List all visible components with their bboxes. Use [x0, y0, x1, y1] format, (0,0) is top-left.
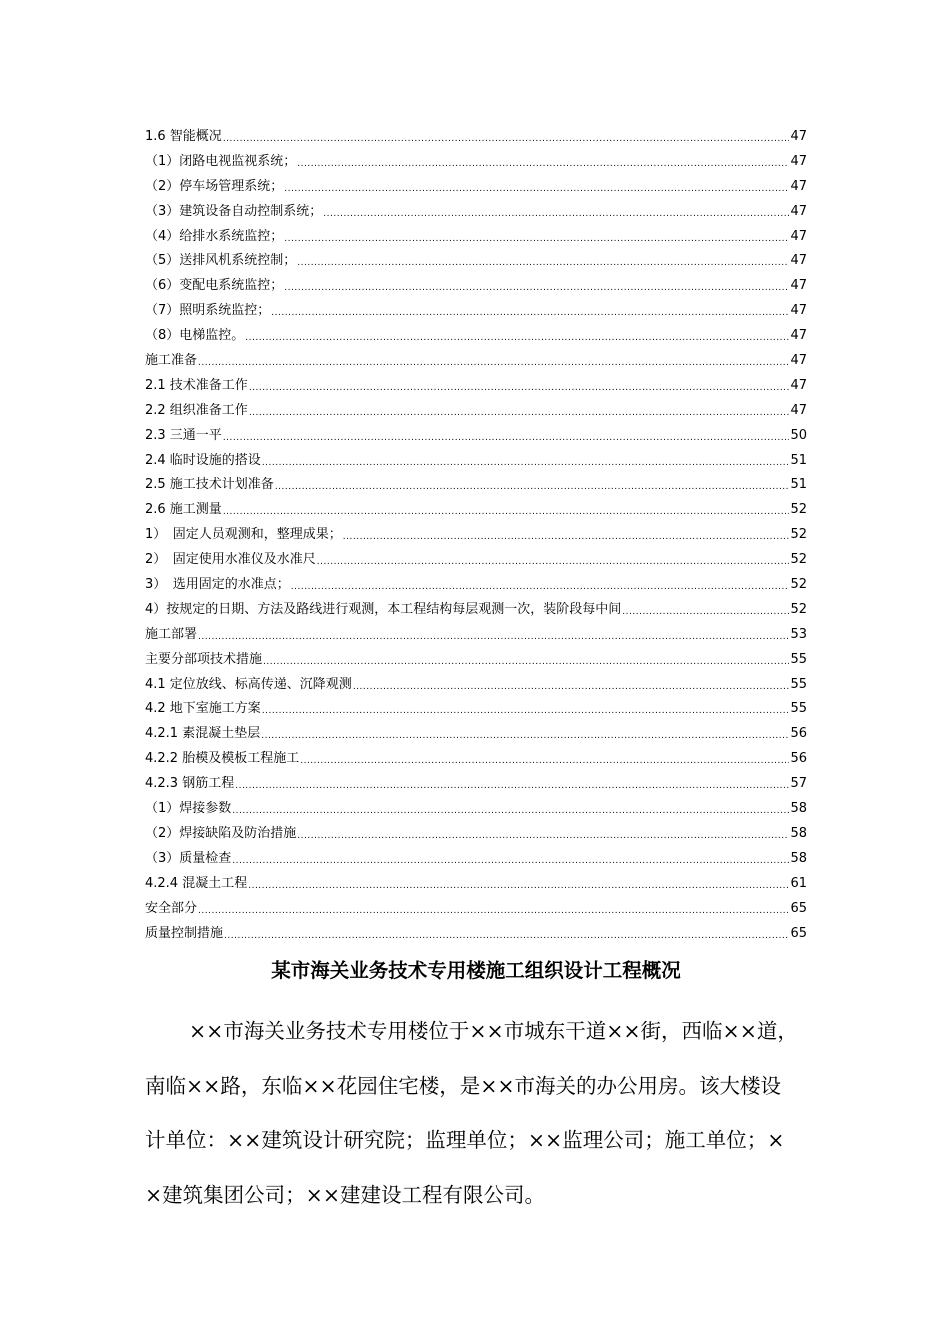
toc-entry-label: 1） 固定人员观测和，整理成果；	[145, 527, 342, 543]
toc-entry[interactable]	[145, 897, 807, 922]
toc-page-number: 47	[790, 353, 807, 369]
toc-entry[interactable]	[145, 274, 807, 299]
toc-entry-label: 2.6 施工测量	[145, 502, 222, 518]
toc-page-number: 56	[790, 751, 807, 767]
toc-entry-label: 施工部署	[145, 626, 198, 642]
toc-entry[interactable]	[145, 598, 807, 623]
toc-entry-label: 4）按规定的日期、方法及路线进行观测，本工程结构每层观测一次，装阶段每中间	[145, 601, 622, 617]
toc-entry[interactable]	[145, 150, 807, 175]
toc-leader-dots	[232, 847, 789, 872]
toc-leader-dots	[263, 648, 789, 673]
toc-entry-label: （7）照明系统监控；	[145, 303, 271, 319]
toc-entry[interactable]	[145, 548, 807, 573]
toc-page-number: 58	[790, 801, 807, 817]
toc-page-number: 58	[790, 825, 807, 841]
toc-entry[interactable]	[145, 872, 807, 897]
toc-entry[interactable]	[145, 175, 807, 200]
toc-leader-dots	[248, 872, 789, 897]
toc-entry-label: （8）电梯监控。	[145, 328, 245, 344]
toc-page-number: 55	[790, 651, 807, 667]
toc-entry-label: （1）焊接参数	[145, 801, 232, 817]
toc-entry-label: 2.3 三通一平	[145, 427, 222, 443]
toc-leader-dots	[235, 772, 789, 797]
toc-entry-label: 2） 固定使用水准仪及水准尺	[145, 552, 316, 568]
toc-entry[interactable]	[145, 573, 807, 598]
toc-leader-dots	[297, 249, 789, 274]
toc-leader-dots	[223, 125, 790, 150]
toc-page-number: 52	[790, 577, 807, 593]
toc-entry[interactable]	[145, 449, 807, 474]
toc-leader-dots	[284, 175, 789, 200]
paragraph-line: ××市海关业务技术专用楼位于××市城东干道××街，西临××道，	[189, 1019, 798, 1043]
toc-entry[interactable]	[145, 424, 807, 449]
toc-entry[interactable]	[145, 673, 807, 698]
toc-entry[interactable]	[145, 473, 807, 498]
toc-leader-dots	[323, 200, 789, 225]
toc-entry-label: （2）停车场管理系统；	[145, 178, 284, 194]
toc-leader-dots	[198, 623, 789, 648]
toc-entry-label: （1）闭路电视监视系统；	[145, 153, 297, 169]
toc-entry-label: 4.2.3 钢筋工程	[145, 776, 235, 792]
toc-page-number: 61	[790, 875, 807, 891]
toc-entry[interactable]	[145, 648, 807, 673]
paragraph-line: 计单位：××建筑设计研究院；监理单位；××监理公司；施工单位；×	[145, 1128, 785, 1152]
toc-entry[interactable]	[145, 399, 807, 424]
toc-entry-label: （5）送排风机系统控制；	[145, 253, 297, 269]
toc-entry[interactable]	[145, 349, 807, 374]
toc-page-number: 51	[790, 477, 807, 493]
paragraph-line: ×建筑集团公司；××建建设工程有限公司。	[145, 1182, 546, 1207]
toc-leader-dots	[198, 349, 789, 374]
toc-entry[interactable]	[145, 722, 807, 747]
paragraph-line: 南临××路，东临××花园住宅楼，是××市海关的办公用房。该大楼设	[145, 1073, 782, 1098]
toc-entry[interactable]	[145, 847, 807, 872]
toc-leader-dots	[284, 225, 789, 250]
toc-entry-label: （3）质量检查	[145, 850, 232, 866]
toc-page-number: 47	[790, 402, 807, 418]
toc-page-number: 47	[790, 253, 807, 269]
toc-page-number: 52	[790, 552, 807, 568]
toc-page-number: 53	[790, 626, 807, 642]
toc-entry[interactable]	[145, 523, 807, 548]
toc-page-number: 55	[790, 701, 807, 717]
toc-page-number: 57	[790, 776, 807, 792]
toc-entry-label: 2.5 施工技术计划准备	[145, 477, 274, 493]
toc-entry[interactable]	[145, 225, 807, 250]
toc-leader-dots	[249, 399, 790, 424]
toc-page-number: 47	[790, 303, 807, 319]
toc-entry-label: 4.2.1 素混凝土垫层	[145, 726, 261, 742]
toc-page-number: 47	[790, 203, 807, 219]
toc-page-number: 55	[790, 676, 807, 692]
document-title: 某市海关业务技术专用楼施工组织设计工程概况	[271, 959, 681, 982]
toc-entry[interactable]	[145, 623, 807, 648]
toc-entry[interactable]	[145, 200, 807, 225]
toc-entry-label: 1.6 智能概况	[145, 129, 222, 144]
table-of-contents	[145, 125, 807, 946]
toc-page-number: 47	[790, 129, 807, 144]
toc-entry[interactable]	[145, 299, 807, 324]
toc-entry-label: 4.2 地下室施工方案	[145, 701, 261, 717]
toc-entry-label: 质量控制措施	[145, 925, 224, 941]
toc-entry-label: 3） 选用固定的水准点；	[145, 577, 290, 593]
toc-entry[interactable]	[145, 374, 807, 399]
toc-leader-dots	[300, 747, 789, 772]
toc-leader-dots	[291, 573, 790, 598]
toc-page-number: 52	[790, 527, 807, 543]
toc-leader-dots	[622, 598, 789, 623]
toc-leader-dots	[343, 523, 790, 548]
toc-leader-dots	[353, 673, 790, 698]
toc-page-number: 47	[790, 328, 807, 344]
toc-leader-dots	[223, 424, 790, 449]
toc-entry-label: （6）变配电系统监控；	[145, 278, 284, 294]
toc-entry-label: 2.4 临时设施的搭设	[145, 452, 261, 468]
toc-entry-label: （3）建筑设备自动控制系统；	[145, 203, 323, 219]
toc-page-number: 51	[790, 452, 807, 468]
toc-leader-dots	[271, 299, 789, 324]
toc-entry-label: （4）给排水系统监控；	[145, 228, 284, 244]
toc-leader-dots	[198, 897, 789, 922]
toc-leader-dots	[245, 324, 789, 349]
toc-page-number: 65	[790, 925, 807, 941]
toc-leader-dots	[317, 548, 790, 573]
toc-page-number: 52	[790, 502, 807, 518]
toc-entry-label: 2.1 技术准备工作	[145, 377, 248, 393]
toc-leader-dots	[297, 150, 789, 175]
toc-entry[interactable]	[145, 772, 807, 797]
toc-leader-dots	[284, 274, 789, 299]
toc-page-number: 52	[790, 601, 807, 617]
toc-entry[interactable]	[145, 822, 807, 847]
toc-entry-label: 安全部分	[145, 900, 198, 916]
toc-leader-dots	[224, 922, 789, 947]
toc-page-number: 47	[790, 178, 807, 194]
toc-leader-dots	[261, 722, 789, 747]
toc-entry[interactable]	[145, 324, 807, 349]
toc-page-number: 58	[790, 850, 807, 866]
toc-entry-label: 主要分部项技术措施	[145, 651, 263, 667]
toc-entry-label: 4.2.2 胎模及模板工程施工	[145, 751, 300, 767]
toc-page-number: 65	[790, 900, 807, 916]
toc-entry-label: 2.2 组织准备工作	[145, 402, 248, 418]
toc-entry[interactable]	[145, 697, 807, 722]
toc-leader-dots	[249, 374, 790, 399]
toc-entry-label: （2）焊接缺陷及防治措施	[145, 825, 297, 841]
toc-leader-dots	[223, 498, 790, 523]
toc-entry[interactable]	[145, 797, 807, 822]
toc-entry[interactable]	[145, 125, 807, 150]
toc-leader-dots	[275, 473, 790, 498]
toc-page-number: 50	[790, 427, 807, 443]
toc-page-number: 47	[790, 377, 807, 393]
toc-page-number: 47	[790, 278, 807, 294]
toc-page-number: 56	[790, 726, 807, 742]
toc-leader-dots	[297, 822, 789, 847]
toc-entry[interactable]	[145, 747, 807, 772]
toc-page-number: 47	[790, 153, 807, 169]
toc-entry-label: 4.2.4 混凝土工程	[145, 875, 248, 891]
toc-leader-dots	[262, 449, 790, 474]
body-paragraph	[145, 1004, 807, 1222]
toc-leader-dots	[232, 797, 789, 822]
toc-page-number: 47	[790, 228, 807, 244]
toc-entry-label: 施工准备	[145, 353, 198, 369]
toc-leader-dots	[262, 697, 790, 722]
toc-entry[interactable]	[145, 249, 807, 274]
toc-entry-label: 4.1 定位放线、标高传递、沉降观测	[145, 676, 352, 692]
toc-entry[interactable]	[145, 498, 807, 523]
toc-entry[interactable]	[145, 922, 807, 947]
